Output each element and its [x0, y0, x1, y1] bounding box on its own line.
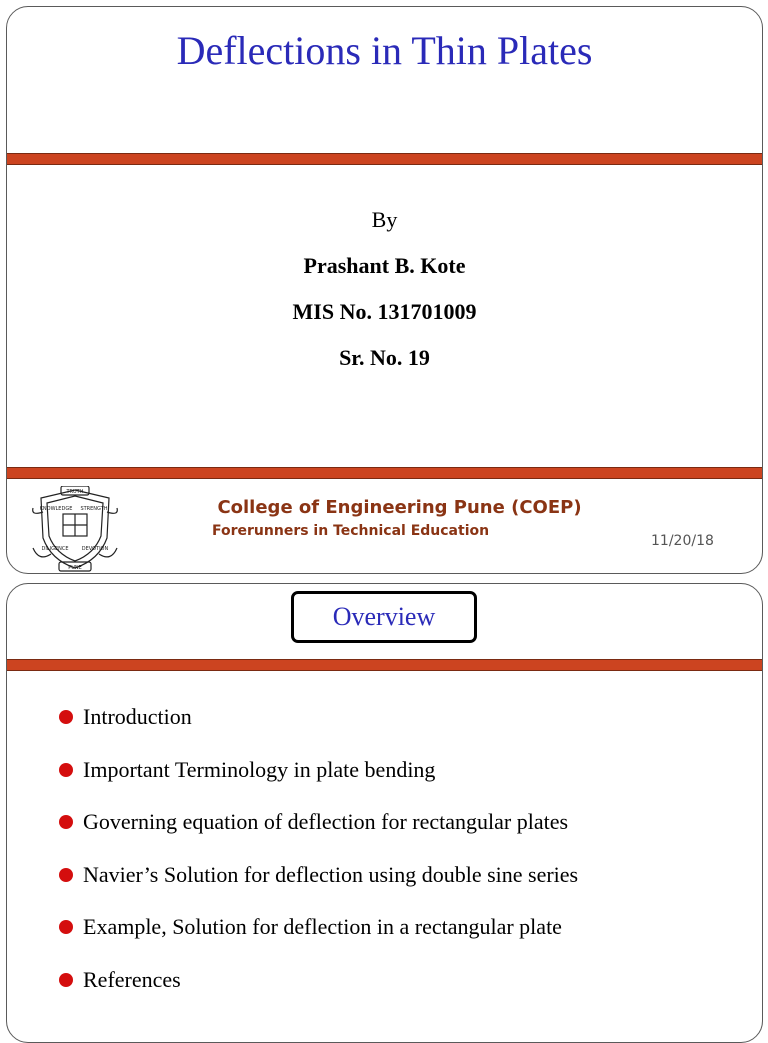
- divider-top: [6, 153, 763, 165]
- overview-heading: Overview: [291, 591, 477, 643]
- list-item: [59, 809, 578, 862]
- logo-text-right: STRENGTH: [80, 506, 108, 512]
- logo-text-bottom-right: DEVOTION: [81, 546, 109, 552]
- divider-overview: [6, 659, 763, 671]
- logo-text-top: TRUTH: [66, 489, 84, 495]
- bullet-icon: [59, 920, 73, 934]
- logo-text-base: PUNE: [68, 565, 82, 571]
- list-item-text: Introduction: [83, 704, 192, 729]
- list-item-text: Important Terminology in plate bending: [83, 756, 436, 782]
- list-item: [59, 967, 578, 1020]
- author-name: Prashant B. Kote: [303, 253, 466, 278]
- list-item: [59, 862, 578, 915]
- slide-date: 11/20/18: [651, 533, 714, 549]
- list-item-text: Example, Solution for deflection in a rectangular plate: [83, 914, 562, 939]
- logo-text-left: KNOWLEDGE: [39, 506, 73, 512]
- college-name: College of Engineering Pune (COEP): [217, 497, 582, 518]
- mis-number: MIS No. 131701009: [292, 299, 477, 324]
- overview-list: [59, 704, 578, 1019]
- college-tagline: Forerunners in Technical Education: [212, 523, 490, 539]
- list-item: [59, 914, 578, 967]
- divider-bottom: [6, 467, 763, 479]
- logo-text-bottom-left: DILIGENCE: [41, 546, 69, 552]
- list-item: [59, 704, 578, 757]
- serial-number: Sr. No. 19: [339, 345, 430, 370]
- bullet-icon: [59, 710, 73, 724]
- list-item-text: Governing equation of deflection for rectangular plates: [83, 809, 569, 834]
- overview-slide: [6, 583, 763, 1043]
- slide-footer: [7, 483, 762, 574]
- author-block: [7, 207, 762, 391]
- by-label: By: [371, 207, 398, 232]
- bullet-icon: [59, 763, 73, 777]
- bullet-icon: [59, 868, 73, 882]
- list-item-text: Navier’s Solution for deflection using double sine series: [83, 861, 579, 887]
- list-item-text: References: [83, 966, 181, 992]
- bullet-icon: [59, 973, 73, 987]
- list-item: [59, 757, 578, 810]
- bullet-icon: [59, 815, 73, 829]
- title-slide: [6, 6, 763, 574]
- slide-title: Deflections in Thin Plates: [176, 28, 593, 73]
